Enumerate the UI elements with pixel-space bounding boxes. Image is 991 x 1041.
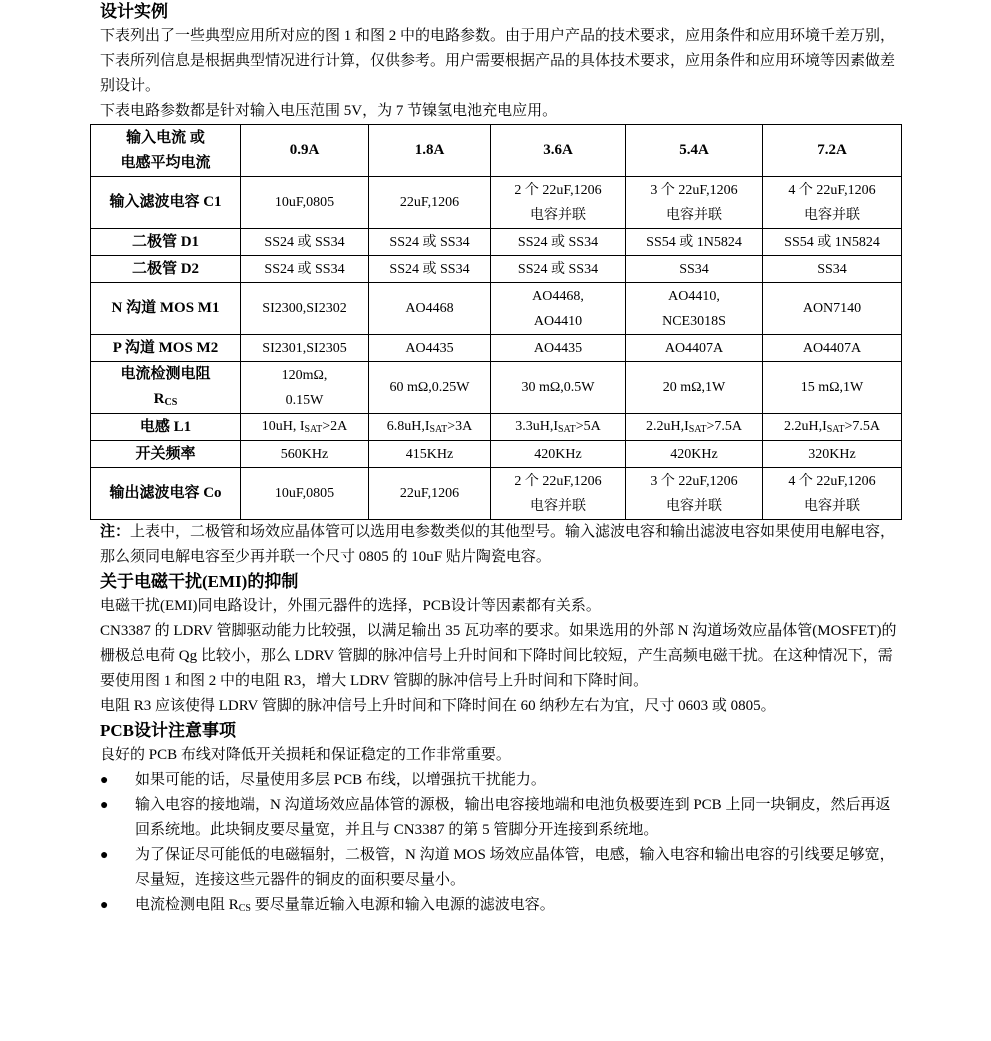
header-corner-cell [91, 125, 241, 177]
cell-line: SS54 或 1N5824 [784, 234, 880, 250]
table-cell [369, 229, 491, 256]
table-cell [626, 229, 763, 256]
cell-line: AO4435 [533, 340, 583, 356]
cell-text-post: >5A [575, 419, 601, 434]
table-cell [626, 256, 763, 283]
list-item [100, 768, 900, 793]
bullet-icon: ● [100, 798, 109, 813]
row-header: P 沟道 MOS M2 [91, 335, 241, 362]
bullet-icon: ● [100, 848, 109, 863]
row-header: 开关频率 [91, 441, 241, 468]
table-cell [491, 468, 626, 520]
cell-line: AO4410, [668, 288, 720, 304]
cell-line: AO4435 [405, 340, 454, 356]
list-item [100, 793, 900, 843]
cell-line: 电容并联 [530, 498, 586, 514]
pcb-intro: 良好的 PCB 布线对降低开关损耗和保证稳定的工作非常重要。 [100, 747, 511, 763]
table-cell [626, 335, 763, 362]
column-header: 5.4A [626, 125, 763, 177]
table-cell: 320KHz [763, 441, 902, 468]
table-cell [241, 362, 369, 414]
cell-line: 电容并联 [666, 498, 722, 514]
cell-line: 2 个 22uF,1206 [514, 473, 602, 489]
pcb-heading: PCB设计注意事项 [100, 721, 236, 740]
cell-text-post: >7.5A [706, 419, 743, 434]
table-cell [241, 229, 369, 256]
table-cell [626, 468, 763, 520]
rcs-subscript: CS [238, 903, 251, 914]
row-header: 输入滤波电容 C1 [91, 177, 241, 229]
isat-subscript: SAT [557, 424, 576, 435]
table-cell [369, 283, 491, 335]
table-cell [763, 283, 902, 335]
table-cell [241, 468, 369, 520]
table-cell [763, 229, 902, 256]
cell-line: 电容并联 [530, 207, 586, 223]
table-cell [763, 256, 902, 283]
cell-line: 4 个 22uF,1206 [788, 182, 876, 198]
cell-line: 15 mΩ,1W [800, 380, 864, 395]
cell-line: SS34 [679, 261, 709, 277]
row-header-line1: 电流检测电阻 [120, 366, 211, 382]
bullet-icon: ● [100, 773, 109, 788]
cell-line: SS24 或 SS34 [389, 234, 470, 250]
table-header-row [91, 125, 902, 177]
note-label: 注： [100, 524, 131, 540]
cell-line: 3 个 22uF,1206 [650, 182, 738, 198]
table-cell [626, 414, 763, 441]
design-example-heading: 设计实例 [100, 2, 168, 21]
table-row-rcs [91, 362, 902, 414]
cell-line: 4 个 22uF,1206 [788, 473, 876, 489]
table-cell [763, 362, 902, 414]
table-cell [491, 283, 626, 335]
table-cell [369, 177, 491, 229]
table-cell [491, 256, 626, 283]
row-header: 电感 L1 [91, 414, 241, 441]
rcs-text-pre: 电流检测电阻 R [135, 897, 239, 913]
table-cell [491, 177, 626, 229]
design-condition-paragraph: 下表电路参数都是针对输入电压范围 5V，为 7 节镍氢电池充电应用。 [100, 103, 558, 119]
isat-subscript: SAT [304, 424, 323, 435]
table-cell [626, 177, 763, 229]
isat-subscript: SAT [826, 424, 845, 435]
rcs-text-post: 要尽量靠近输入电源和输入电源的滤波电容。 [251, 897, 555, 913]
column-header: 7.2A [763, 125, 902, 177]
cell-line: AO4407A [802, 340, 862, 356]
column-header: 1.8A [369, 125, 491, 177]
cell-line: SS34 [817, 261, 847, 277]
table-cell [491, 229, 626, 256]
cell-line: AO4468, [532, 288, 584, 304]
table-row-l1 [91, 414, 902, 441]
table-cell [369, 362, 491, 414]
row-header-line2 [91, 387, 240, 413]
list-item-text: 输入电容的接地端，N 沟道场效应晶体管的源极，输出电容接地端和电池负极要连到 PCB 上同一块铜皮，然后再返回系统地。此块铜皮要尽量宽，并且与 CN3387 的第 5 管脚分开连接到系统地。 [135, 797, 891, 838]
cell-text-pre: 3.3uH,I [515, 419, 558, 434]
cell-line: AON7140 [802, 301, 862, 316]
cell-text-post: >2A [322, 419, 348, 434]
cell-line: 20 mΩ,1W [662, 380, 726, 395]
cell-line: 120mΩ, [281, 367, 328, 383]
row-header: 输出滤波电容 Co [91, 468, 241, 520]
table-row [91, 229, 902, 256]
row-header: 二极管 D2 [91, 256, 241, 283]
list-item [100, 843, 900, 893]
cell-line: AO4410 [533, 313, 583, 329]
cell-text-post: >7.5A [844, 419, 881, 434]
cell-line: 30 mΩ,0.5W [521, 380, 595, 395]
table-cell [369, 256, 491, 283]
table-cell [491, 414, 626, 441]
table-row [91, 283, 902, 335]
cell-line: 电容并联 [666, 207, 722, 223]
table-cell [241, 283, 369, 335]
cell-line: SS24 或 SS34 [517, 234, 599, 250]
table-body [91, 177, 902, 520]
table-cell [763, 468, 902, 520]
cell-line: 3 个 22uF,1206 [650, 473, 738, 489]
table-cell [369, 335, 491, 362]
cell-line: 电容并联 [804, 207, 860, 223]
table-row-frequency [91, 441, 902, 468]
cell-line: 电容并联 [804, 498, 860, 514]
row-header: N 沟道 MOS M1 [91, 283, 241, 335]
table-cell [763, 177, 902, 229]
document-page [100, 0, 900, 919]
table-cell [369, 468, 491, 520]
bullet-icon: ● [100, 898, 109, 913]
cell-line: AO4407A [664, 340, 724, 356]
isat-subscript: SAT [429, 424, 448, 435]
cell-line: SI2301,SI2305 [262, 340, 347, 356]
row-header [91, 362, 241, 414]
cell-line: SS24 或 SS34 [264, 234, 345, 250]
cell-line: SS24 或 SS34 [517, 261, 599, 277]
cell-line: 10uF,0805 [274, 195, 335, 210]
emi-paragraph-3: 电阻 R3 应该使得 LDRV 管脚的脉冲信号上升时间和下降时间在 60 纳秒左右为宜，尺寸 0603 或 0805。 [100, 698, 776, 714]
cell-line: AO4468 [405, 301, 454, 316]
cell-text-post: >3A [447, 419, 473, 434]
note-text: 上表中，二极管和场效应晶体管可以选用电参数类似的其他型号。输入滤波电容和输出滤波电容如果使用电解电容，那么须同电解电容至少再并联一个尺寸 0805 的 10uF 贴片陶瓷电容。 [100, 524, 896, 565]
header-corner-line1: 输入电流 或 [126, 129, 205, 146]
list-item-text: 如果可能的话，尽量使用多层 PCB 布线，以增强抗干扰能力。 [135, 772, 546, 788]
list-item-text: 为了保证尽可能低的电磁辐射，二极管，N 沟道 MOS 场效应晶体管，电感，输入电容和输出电容的引线要足够宽，尽量短，连接这些元器件的铜皮的面积要尽量小。 [135, 847, 895, 888]
table-cell [491, 362, 626, 414]
table-cell [241, 414, 369, 441]
cell-line: 60 mΩ,0.25W [389, 380, 470, 395]
cell-line: 22uF,1206 [399, 195, 460, 210]
table-cell: 420KHz [491, 441, 626, 468]
rcs-r: R [153, 391, 165, 407]
cell-line: SS54 或 1N5824 [646, 234, 742, 250]
cell-line: 10uF,0805 [274, 486, 335, 501]
cell-text-pre: 10uH, I [261, 419, 305, 434]
table-note [100, 520, 900, 570]
table-cell: 420KHz [626, 441, 763, 468]
emi-heading: 关于电磁干扰(EMI)的抑制 [100, 572, 299, 591]
cell-line: SI2300,SI2302 [262, 301, 347, 316]
circuit-parameter-table [90, 124, 902, 520]
table-row [91, 177, 902, 229]
list-item [100, 893, 900, 919]
table-cell [241, 177, 369, 229]
cell-line: NCE3018S [662, 313, 726, 329]
cell-text-pre: 2.2uH,I [645, 419, 689, 434]
emi-paragraph-2: CN3387 的 LDRV 管脚驱动能力比较强，以满足输出 35 瓦功率的要求。如果选用的外部 N 沟道场效应晶体管(MOSFET)的栅极总电荷 Qg 比较小，那么 LDRV 管脚的脉冲信号上升时间和下降时间比较短，产生高频电磁干扰。在这种情况下，需要使用图 1 和图 2 中的电阻 R3，增大 LDRV 管脚的脉冲信号上升时间和下降时间。 [100, 623, 897, 689]
table-row [91, 256, 902, 283]
cell-line: 0.15W [285, 392, 324, 408]
column-header: 3.6A [491, 125, 626, 177]
table-row-co [91, 468, 902, 520]
cell-line: SS24 或 SS34 [264, 261, 345, 277]
table-cell [241, 335, 369, 362]
cell-text-pre: 2.2uH,I [783, 419, 827, 434]
cell-line: SS24 或 SS34 [389, 261, 470, 277]
table-cell [241, 256, 369, 283]
emi-paragraph-1: 电磁干扰(EMI)同电路设计，外围元器件的选择，PCB设计等因素都有关系。 [100, 598, 601, 614]
table-cell [763, 335, 902, 362]
rcs-subscript: CS [164, 397, 178, 408]
row-header: 二极管 D1 [91, 229, 241, 256]
list-item-text [135, 897, 555, 913]
isat-subscript: SAT [688, 424, 707, 435]
table-cell: 560KHz [241, 441, 369, 468]
header-corner-line2: 电感平均电流 [120, 154, 211, 171]
table-cell: 415KHz [369, 441, 491, 468]
design-intro-paragraph: 下表列出了一些典型应用所对应的图 1 和图 2 中的电路参数。由于用户产品的技术要求，应用条件和应用环境千差万别，下表所列信息是根据典型情况进行计算，仅供参考。用户需要根据产品的具体技术要求，应用条件和应用环境等因素做差别设计。 [100, 28, 896, 94]
table-cell [626, 283, 763, 335]
cell-text-pre: 6.8uH,I [386, 419, 430, 434]
cell-line: 22uF,1206 [399, 486, 460, 501]
column-header: 0.9A [241, 125, 369, 177]
pcb-bullet-list [100, 768, 900, 919]
table-cell [491, 335, 626, 362]
table-row [91, 335, 902, 362]
table-cell [763, 414, 902, 441]
table-cell [369, 414, 491, 441]
table-cell [626, 362, 763, 414]
cell-line: 2 个 22uF,1206 [514, 182, 602, 198]
